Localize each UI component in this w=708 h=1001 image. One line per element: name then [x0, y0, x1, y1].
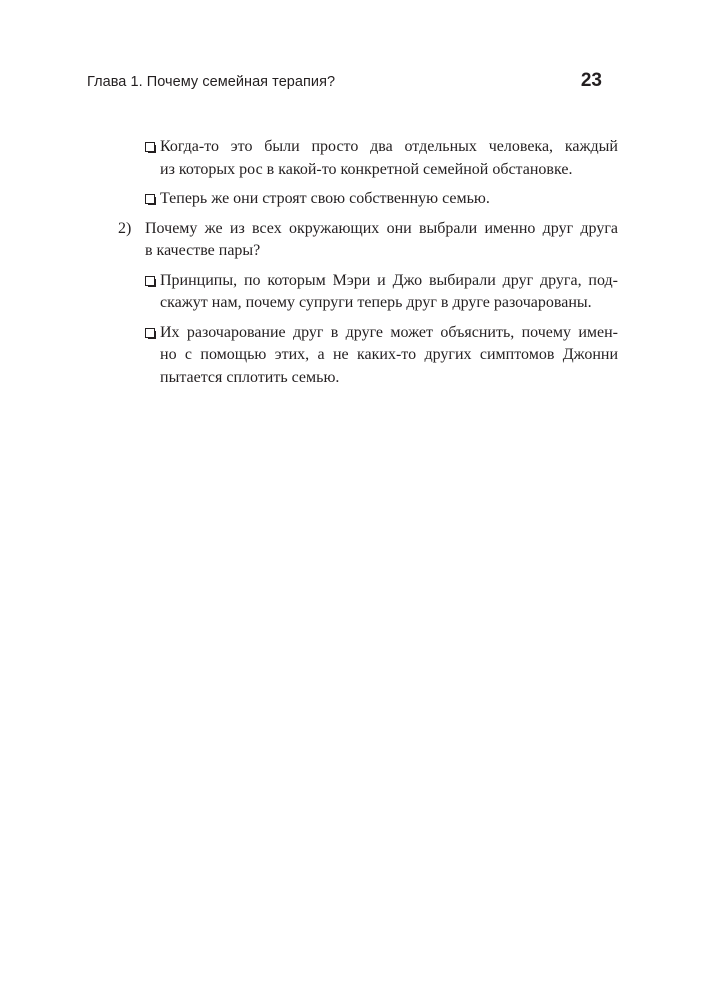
checkbox-bullet-icon	[145, 194, 155, 204]
checkbox-bullet-icon	[145, 328, 155, 338]
page-header	[87, 70, 602, 96]
bullet-item	[118, 188, 618, 211]
text-line: пытается сплотить семью.	[160, 368, 340, 386]
running-head: Глава 1. Почему семейная терапия?	[87, 74, 336, 90]
text-line: Принципы, по которым Мэри и Джо выбирали друг друга, под-	[160, 271, 618, 289]
numbered-item	[118, 218, 618, 263]
body-text	[118, 136, 618, 396]
text-line: Когда-то это были просто два отдельных человека, каждый	[160, 138, 618, 155]
checkbox-bullet-icon	[145, 142, 155, 152]
text-line: но с помощью этих, а не каких-то других симптомов Джонни	[160, 346, 618, 363]
text-line: скажут нам, почему супруги теперь друг в друге разочарованы.	[160, 294, 592, 311]
text-line: Теперь же они строят свою собственную семью.	[160, 190, 490, 207]
item-number: 2)	[118, 219, 132, 237]
text-line: в качестве пары?	[145, 242, 261, 259]
text-line: из которых рос в какой-то конкретной семейной обстановке.	[160, 160, 573, 178]
page-number: 23	[580, 70, 602, 91]
bullet-item	[118, 136, 618, 181]
checkbox-bullet-icon	[145, 276, 155, 286]
text-line: Почему же из всех окружающих они выбрали именно друг друга	[145, 219, 618, 237]
bullet-item	[118, 322, 618, 390]
bullet-item	[118, 270, 618, 315]
text-line: Их разочарование друг в друге может объяснить, почему имен-	[160, 323, 618, 341]
